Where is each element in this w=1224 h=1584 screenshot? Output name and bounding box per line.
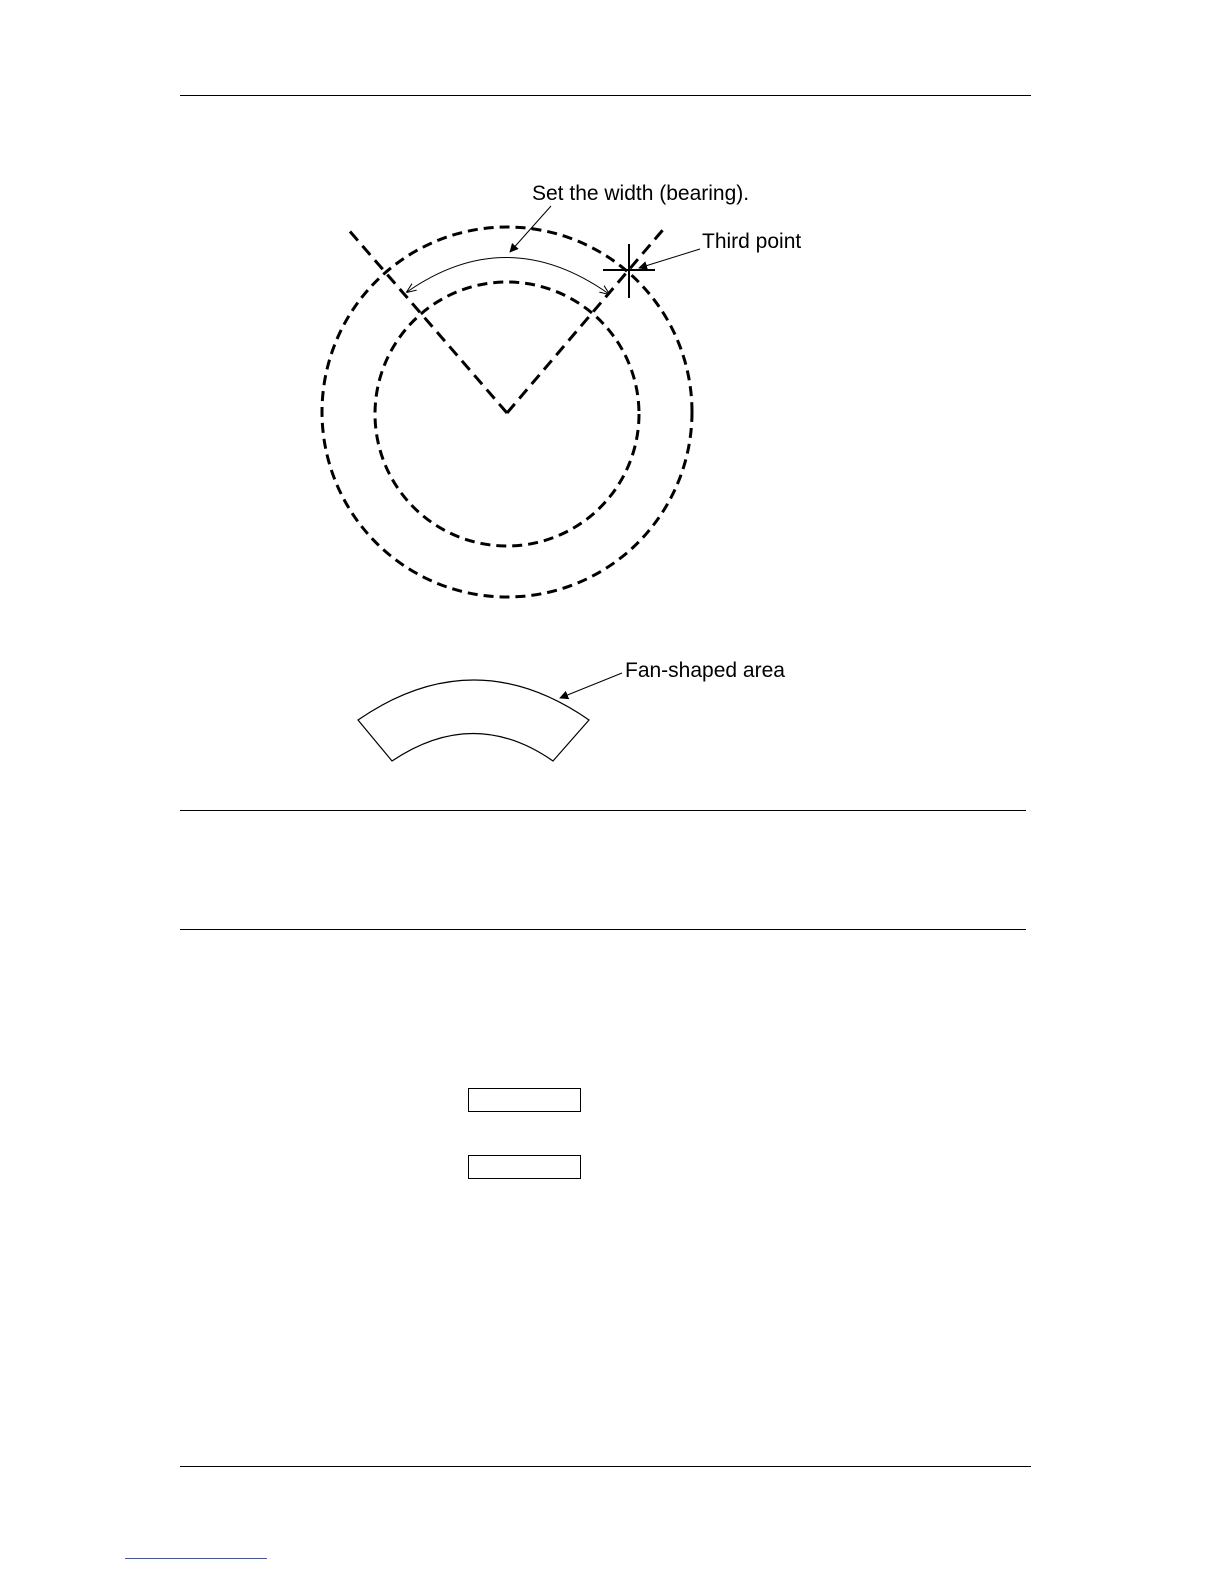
footer-link-underline[interactable] bbox=[125, 1558, 267, 1559]
width-leader-line bbox=[510, 206, 551, 252]
fan-shaped-area bbox=[358, 680, 589, 761]
width-label: Set the width (bearing). bbox=[532, 182, 750, 205]
right-bearing-line bbox=[507, 225, 667, 413]
fan-area-label: Fan-shaped area bbox=[625, 659, 785, 682]
third-point-leader-line bbox=[639, 249, 700, 268]
inner-range-circle bbox=[375, 282, 639, 546]
section-rule-top bbox=[180, 810, 1026, 811]
third-point-label: Third point bbox=[702, 230, 802, 253]
key-box-2 bbox=[468, 1155, 581, 1179]
left-bearing-line bbox=[347, 228, 507, 413]
section-rule-bottom bbox=[180, 929, 1026, 930]
fan-leader-line bbox=[560, 673, 622, 698]
footer-rule bbox=[180, 1466, 1031, 1467]
width-arc bbox=[407, 257, 609, 294]
key-box-1 bbox=[468, 1088, 581, 1112]
